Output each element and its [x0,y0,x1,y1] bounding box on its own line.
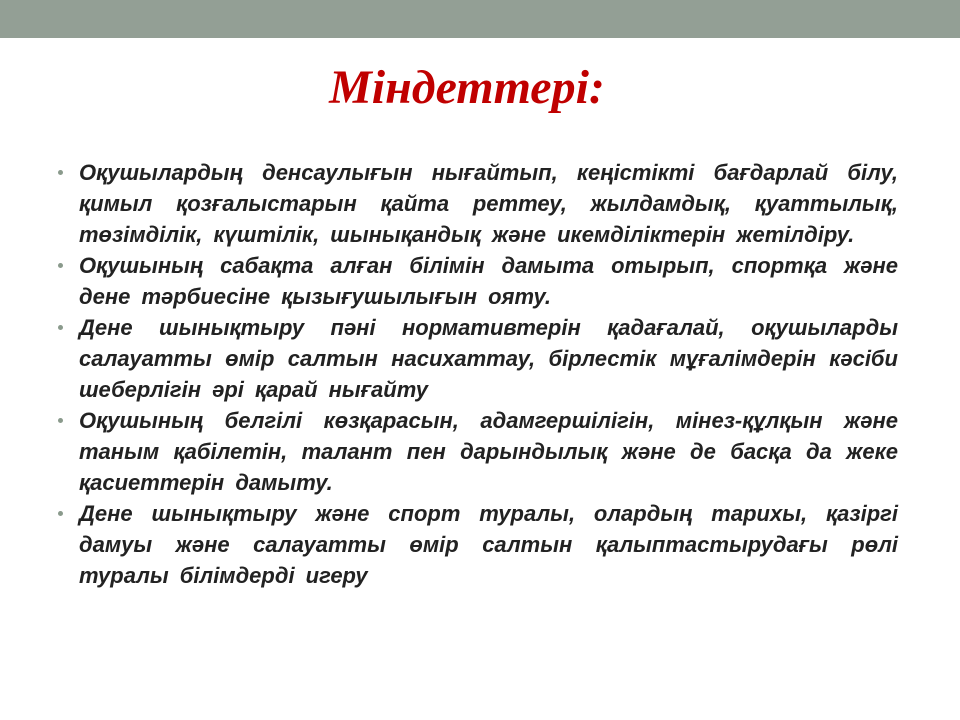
bullet-dot-icon [58,263,63,268]
top-decorative-bar [0,0,960,38]
bullet-text: Оқушының сабақта алған білімін дамыта отырып, спортқа және дене тәрбиесіне қызығушылығын ояту. [79,253,898,309]
bullet-dot-icon [58,511,63,516]
bullet-item [58,157,898,250]
bullet-item [58,312,898,405]
bullet-text: Оқушының белгілі көзқарасын, адамгершілігін, мінез-құлқын және таным қабілетін, талант пен дарындылық және де басқа да жеке қасиеттерін дамыту. [79,408,898,495]
bullet-dot-icon [58,325,63,330]
bullet-text: Дене шынықтыру пәні нормативтерін қадағалай, оқушыларды салауатты өмір салтын насихаттау, бірлестік мұғалімдерін кәсіби шеберлігін әрі қарай нығайту [79,315,898,402]
bullet-text: Дене шынықтыру және спорт туралы, олардың тарихы, қазіргі дамуы және салауатты өмір салтын қалыптастырудағы рөлі туралы білімдерді игеру [79,501,898,588]
bullet-item [58,250,898,312]
bullet-dot-icon [58,418,63,423]
bullet-item [58,405,898,498]
slide-title: Міндеттері: [329,61,605,114]
bullet-text: Оқушылардың денсаулығын нығайтып, кеңістікті бағдарлай білу, қимыл қозғалыстарын қайта реттеу, жылдамдық, қуаттылық, төзімділік, күштілік, шынықандық және икемділіктерін жетілдіру. [79,160,898,247]
bullet-item [58,498,898,591]
bullet-dot-icon [58,170,63,175]
bullet-list [58,157,898,591]
